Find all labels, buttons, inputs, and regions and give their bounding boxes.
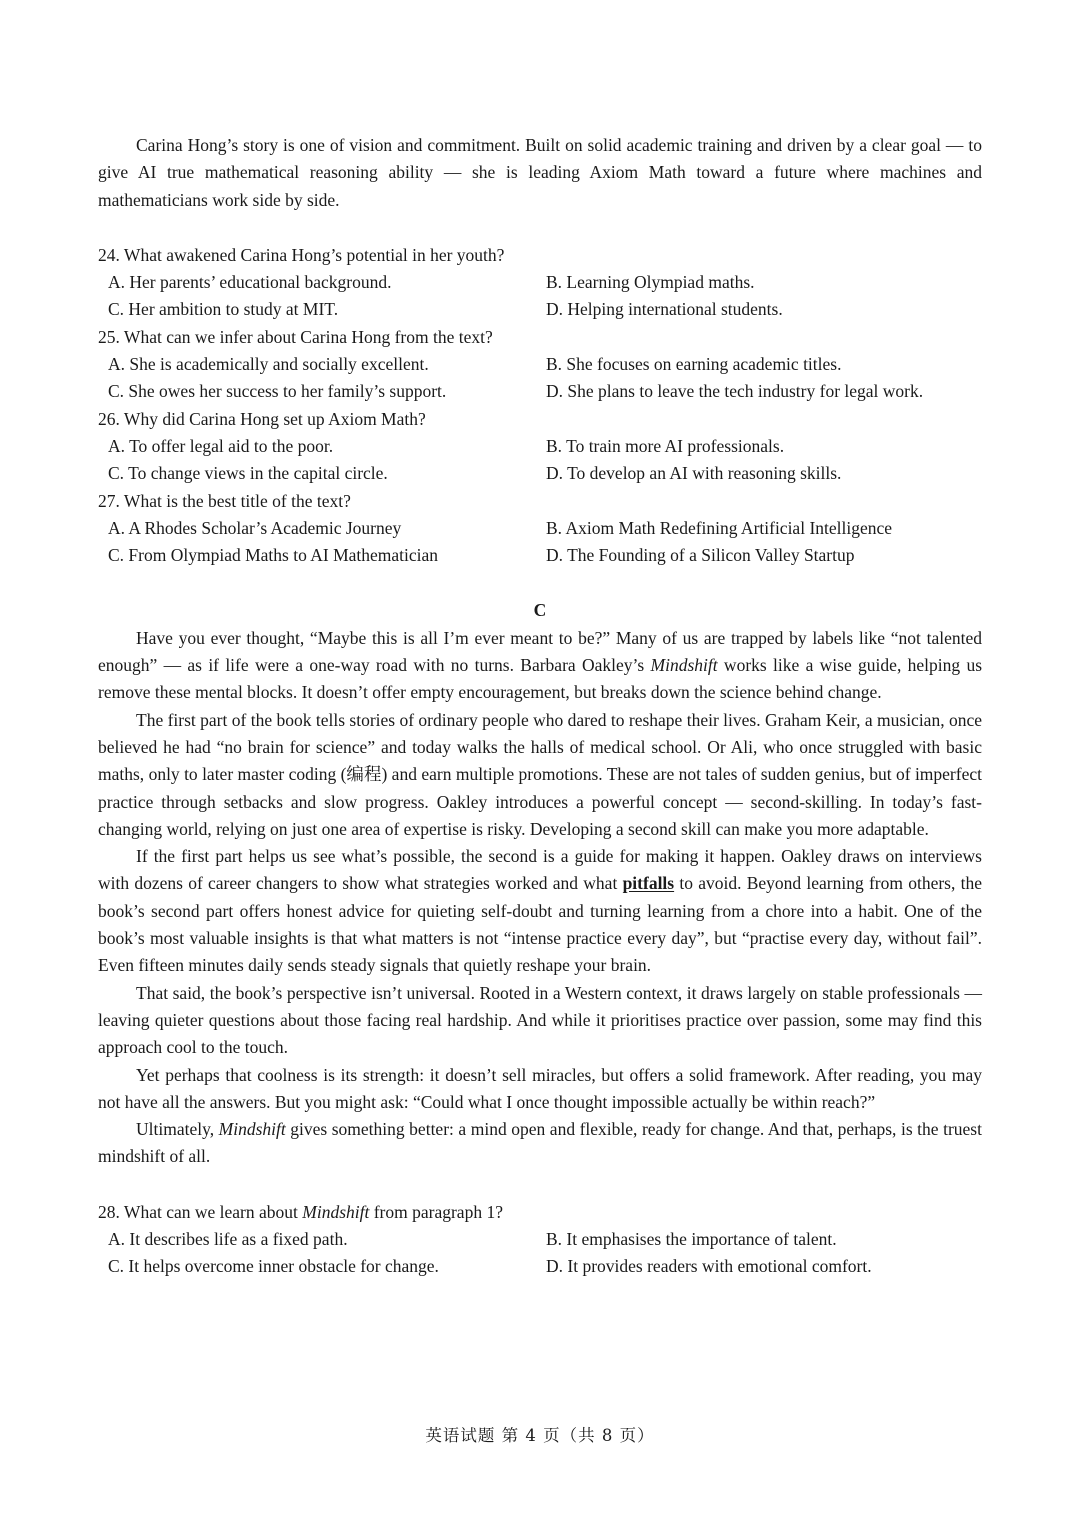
passage-c-paragraph-3: If the first part helps us see what’s possible, the second is a guide for making it happen. Oakley draws on interviews with dozens of career changers to show what strategies worked and what pitfalls to avoid. Beyond learning from others, the book’s second part offers honest advice for quieting self-doubt and turning learning from a chore into a habit. One of the book’s most valuable insights is that what matters is not “intense practice every day”, but “practise every day, without fail”. Even fifteen minutes daily sends steady signals that quietly reshape your brain. xyxy=(98,846,982,976)
question-stem: 26. Why did Carina Hong set up Axiom Math? xyxy=(98,408,426,429)
question-26 xyxy=(98,406,982,488)
question-24 xyxy=(98,242,982,324)
option-c: C. She owes her success to her family’s support. xyxy=(108,381,447,402)
option-b: B. She focuses on earning academic titles. xyxy=(546,354,842,375)
option-a: A. She is academically and socially excellent. xyxy=(108,354,429,375)
option-row xyxy=(98,1253,982,1280)
option-a: A. To offer legal aid to the poor. xyxy=(108,435,334,456)
option-a: A. It describes life as a fixed path. xyxy=(108,1228,348,1249)
underlined-keyword: pitfalls xyxy=(622,873,675,894)
page-footer: 英语试题 第 4 页（共 8 页） xyxy=(425,1426,655,1445)
passage-c-paragraph-5: Yet perhaps that coolness is its strength: it doesn’t sell miracles, but offers a solid framework. After reading, you may not have all the answers. But you might ask: “Could what I once thought impossible actually be within reach?” xyxy=(98,1064,982,1112)
option-c: C. It helps overcome inner obstacle for change. xyxy=(108,1256,439,1277)
option-row xyxy=(98,542,982,569)
passage-c-paragraph-6: Ultimately, Mindshift gives something better: a mind open and flexible, ready for change. And that, perhaps, is the truest mindshift of all. xyxy=(98,1119,982,1167)
option-b: B. To train more AI professionals. xyxy=(546,435,785,456)
question-28 xyxy=(98,1199,982,1281)
question-stem: 27. What is the best title of the text? xyxy=(98,490,351,511)
option-c: C. To change views in the capital circle. xyxy=(108,463,388,484)
option-row xyxy=(98,1226,982,1253)
option-d: D. She plans to leave the tech industry for legal work. xyxy=(546,381,924,402)
option-d: D. Helping international students. xyxy=(546,299,783,320)
option-a: A. Her parents’ educational background. xyxy=(108,272,392,293)
passage-b-closing-paragraph: Carina Hong’s story is one of vision and commitment. Built on solid academic training and driven by a clear goal — to give AI true mathematical reasoning ability — she is leading Axiom Math toward a future where machines and mathematicians work side by side. xyxy=(98,135,982,210)
question-stem: 24. What awakened Carina Hong’s potential in her youth? xyxy=(98,244,505,265)
option-row xyxy=(98,433,982,460)
option-d: D. The Founding of a Silicon Valley Startup xyxy=(546,545,855,566)
passage-c-paragraph-4: That said, the book’s perspective isn’t universal. Rooted in a Western context, it draws largely on stable professionals — leaving quieter questions about those facing real hardship. And while it prioritises practice over passion, some may find this approach cool to the touch. xyxy=(98,982,982,1058)
passage-c-paragraph-2: The first part of the book tells stories of ordinary people who dared to reshape their lives. Graham Keir, a musician, once believed he had “no brain for science” and today walks the halls of medical school. Or Ali, who once struggled with basic maths, only to later master coding (编程) and earn multiple promotions. These are not tales of sudden genius, but of imperfect practice through setbacks and slow progress. Oakley introduces a powerful concept — second-skilling. In today’s fast-changing world, relying on just one area of expertise is risky. Developing a second skill can make you more adaptable. xyxy=(98,709,982,839)
option-b: B. It emphasises the importance of talent. xyxy=(546,1228,837,1249)
option-c: C. Her ambition to study at MIT. xyxy=(108,299,339,320)
exam-page xyxy=(98,132,982,1281)
option-row xyxy=(98,460,982,487)
book-title: Mindshift xyxy=(302,1201,370,1222)
option-row xyxy=(98,269,982,296)
option-b: B. Axiom Math Redefining Artificial Intelligence xyxy=(546,517,893,538)
option-row xyxy=(98,515,982,542)
question-stem: 28. What can we learn about Mindshift from paragraph 1? xyxy=(98,1201,503,1222)
book-title: Mindshift xyxy=(650,655,718,676)
question-27 xyxy=(98,488,982,570)
option-d: D. It provides readers with emotional comfort. xyxy=(546,1256,872,1277)
option-row xyxy=(98,296,982,323)
option-row xyxy=(98,351,982,378)
spacer xyxy=(98,569,982,597)
option-b: B. Learning Olympiad maths. xyxy=(546,272,755,293)
option-a: A. A Rhodes Scholar’s Academic Journey xyxy=(108,517,402,538)
passage-c-paragraph-1: Have you ever thought, “Maybe this is all I’m ever meant to be?” Many of us are trapped by labels like “not talented enough” — as if life were a one-way road with no turns. Barbara Oakley’s Mindshift works like a wise guide, helping us remove these mental blocks. It doesn’t offer empty encouragement, but breaks down the science behind change. xyxy=(98,627,983,703)
book-title: Mindshift xyxy=(218,1119,286,1140)
option-row xyxy=(98,378,982,405)
section-heading: C xyxy=(533,600,547,621)
question-25 xyxy=(98,324,982,406)
spacer xyxy=(98,214,982,242)
spacer xyxy=(98,1171,982,1199)
option-c: C. From Olympiad Maths to AI Mathematician xyxy=(108,545,439,566)
question-stem: 25. What can we infer about Carina Hong from the text? xyxy=(98,326,493,347)
option-d: D. To develop an AI with reasoning skills. xyxy=(546,463,842,484)
